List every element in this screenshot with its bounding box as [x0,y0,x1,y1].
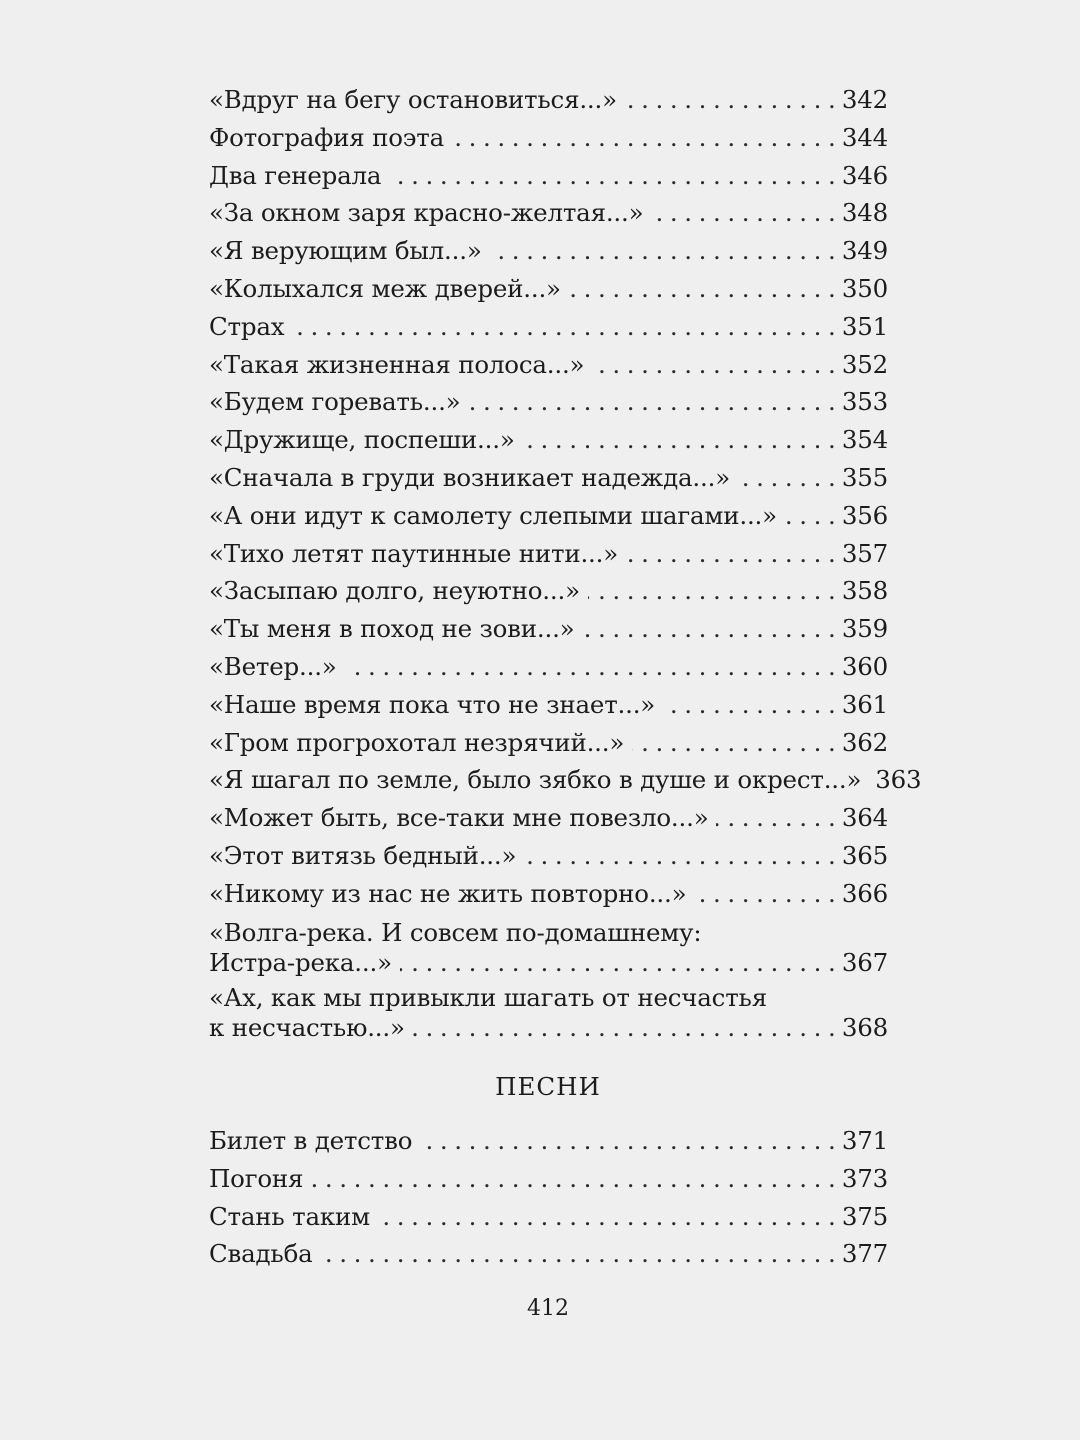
toc-entry [209,119,888,157]
toc-entry-title: «А они идут к самолету слепыми шагами...» [209,500,777,530]
toc-entry-page: 349 [841,236,888,266]
dot-leader [378,1198,836,1236]
toc-entry [209,1122,888,1160]
toc-entry-last-line [209,1013,888,1043]
toc-entry-title-line1: «Ах, как мы привыкли шагать от несчастья [209,982,767,1012]
dot-leader [785,497,836,535]
toc-entry-title: «Ты меня в поход не зови...» [209,614,575,644]
dot-leader [632,724,836,762]
toc-entry-page: 364 [841,803,888,833]
toc-entry-title: «Колыхался меж дверей...» [209,273,561,303]
toc-entry-page: 352 [841,349,888,379]
dot-leader [663,686,836,724]
toc-entry-page: 350 [841,273,888,303]
toc-entry-page: 342 [841,85,888,114]
toc-entry [209,383,888,421]
dot-leader [400,948,836,978]
toc-entry-title: «Ветер...» [209,651,337,681]
toc-entry-page: 371 [841,1126,888,1155]
toc-entry [209,761,922,799]
dot-leader [716,799,835,837]
toc-entry [209,1235,888,1273]
toc-entry-page: 368 [841,1012,888,1042]
toc-entry [209,724,888,762]
toc-entry [209,648,888,686]
toc-entry [209,346,888,384]
toc-entry-title: Погоня [209,1163,304,1193]
dot-leader [626,535,836,573]
toc-entry-title: «Такая жизненная полоса...» [209,349,585,379]
toc-entry [209,194,888,232]
dot-leader [452,119,836,157]
toc-entry [209,535,888,573]
dot-leader [524,837,836,875]
toc-entry-title-line2: к несчастью...» [209,1012,405,1042]
toc-entry-page: 344 [841,122,888,152]
dot-leader [292,308,835,346]
toc-entry-title: «Сначала в груди возникает надежда...» [209,462,730,492]
toc-entry-title-line2: Истра-река...» [209,947,392,977]
toc-entry-title: Стань таким [209,1201,371,1231]
toc-entry-title: «Засыпаю долго, неуютно...» [209,576,580,606]
toc-entry-page: 346 [841,160,888,190]
dot-leader [569,270,836,308]
toc-entry-page: 366 [841,878,888,908]
toc-entry-title: Фотография поэта [209,122,445,152]
dot-leader [311,1160,836,1198]
dot-leader [345,648,836,686]
section-heading: ПЕСНИ [495,1072,601,1101]
page-number: 412 [527,1296,569,1321]
toc-entry [209,157,888,195]
toc-entry-two-line [209,918,888,978]
toc-entry [209,81,888,119]
toc-entry-page: 351 [841,311,888,341]
toc-entry-title: «Будем горевать...» [209,387,461,417]
dot-leader [523,421,836,459]
toc-entry-page: 354 [841,425,888,455]
toc-entry-title: «За окном заря красно-желтая...» [209,198,644,228]
toc-entry-page: 356 [841,500,888,530]
toc-entry [209,837,888,875]
toc-entry [209,572,888,610]
toc-entry-page: 365 [841,840,888,870]
toc-entry-title: «Дружище, поспеши...» [209,425,515,455]
dot-leader [694,875,835,913]
toc-entry-title: Билет в детство [209,1126,413,1155]
toc-entry-title: «Гром прогрохотал незрячий...» [209,727,625,757]
toc-entry-page: 358 [841,576,888,606]
toc-entry [209,686,888,724]
toc-entry [209,875,888,913]
toc-entry-page: 377 [841,1239,888,1269]
toc-entry-two-line [209,983,888,1043]
toc-entry-title: «Вдруг на бегу остановиться...» [209,85,617,114]
dot-leader [738,459,836,497]
toc-entry-title: Свадьба [209,1239,313,1269]
toc-entry-title: Страх [209,311,285,341]
toc-entry-page: 348 [841,198,888,228]
toc-entry [209,799,888,837]
toc-entry-page: 355 [841,462,888,492]
toc-entry [209,610,888,648]
toc-entry [209,459,888,497]
toc-entry-title: «Наше время пока что не знает...» [209,689,656,719]
toc-entry-page: 357 [841,538,888,568]
toc-entry-page: 361 [841,689,888,719]
toc-entry [209,232,888,270]
toc-entry [209,1160,888,1198]
dot-leader [321,1235,836,1273]
toc-entry-title: «Может быть, все-таки мне повезло...» [209,803,709,833]
toc-entry-title-line1: «Волга-река. И совсем по-домашнему: [209,917,702,947]
toc-entry-page: 367 [841,947,888,977]
toc-entry [209,270,888,308]
toc-entry [209,308,888,346]
dot-leader [588,572,836,610]
toc-entry [209,497,888,535]
dot-leader [651,194,835,232]
dot-leader [389,157,835,195]
dot-leader [592,346,835,384]
toc-entry-page: 373 [841,1163,888,1193]
toc-entry-title: «Тихо летят паутинные нити...» [209,538,619,568]
toc-entry-page: 360 [841,651,888,681]
dot-leader [625,81,836,119]
dot-leader [490,232,836,270]
toc-entry-title: Два генерала [209,160,382,190]
toc-entry-title: «Я шагал по земле, было зябко в душе и окрест...» [209,765,862,795]
songs-contents [209,1122,888,1273]
toc-entry-page: 353 [841,387,888,417]
toc-entry-page: 359 [841,614,888,644]
toc-entry-page: 375 [841,1201,888,1231]
toc-entry [209,421,888,459]
dot-leader [413,1013,836,1043]
toc-entry-last-line [209,948,888,978]
dot-leader [582,610,835,648]
toc-entry-title: «Этот витязь бедный...» [209,840,517,870]
dot-leader [468,383,835,421]
dot-leader [420,1122,836,1160]
table-of-contents [209,81,922,1046]
toc-entry-page: 362 [841,727,888,757]
toc-entry-title: «Никому из нас не жить повторно...» [209,878,687,908]
toc-entry-page: 363 [875,765,922,795]
toc-entry-title: «Я верующим был...» [209,236,482,266]
toc-entry [209,1198,888,1236]
